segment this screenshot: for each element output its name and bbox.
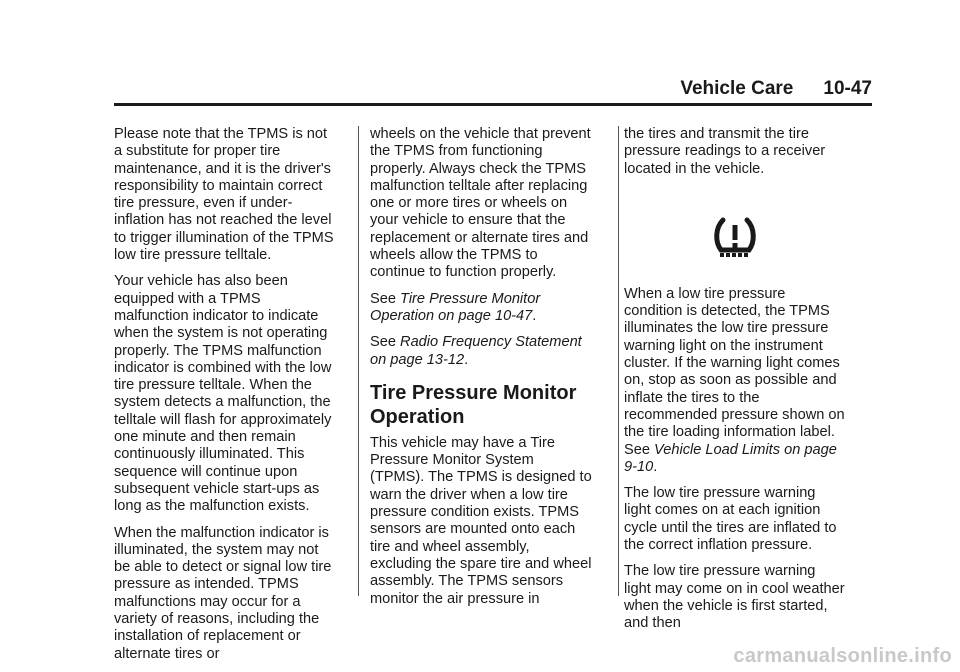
page-number: 10-47	[823, 78, 872, 99]
section-heading: Tire Pressure Monitor Operation	[370, 381, 577, 428]
paragraph: When a low tire pressure condition is detected, the TPMS illuminates the low tire pressure warning light on the instrument cluster. If the warning light comes on, stop as soon as possible and inflate the tires to the recommended pressure shown on the tire loading information label. See Vehicle Load Limits on page 9-10.	[624, 285, 845, 475]
paragraph: The low tire pressure warning light may come on in cool weather when the vehicle is first started, and then	[624, 563, 845, 632]
paragraph: The low tire pressure warning light comes on at each ignition cycle until the tires are inflated to the correct inflation pressure.	[624, 485, 837, 554]
tpms-warning-icon	[711, 216, 759, 260]
column-2	[370, 126, 592, 617]
cross-reference: See Tire Pressure Monitor Operation on page 10-47.	[370, 290, 541, 324]
column-3	[624, 126, 846, 642]
paragraph: Your vehicle has also been equipped with a TPMS malfunction indicator to indicate when the system is not operating properly. The TPMS malfunction indicator is combined with the low tire pressure telltale. When the system detects a malfunction, the telltale will flash for approximately one minute and then remain continuously illuminated. This sequence will continue upon subsequent vehicle start-ups as long as the malfunction exists.	[114, 273, 332, 515]
column-1	[114, 126, 336, 672]
paragraph: Please note that the TPMS is not a substitute for proper tire maintenance, and it is the driver's responsibility to maintain correct tire pressure, even if under-inflation has not reached the level to trigger illumination of the TPMS low tire pressure telltale.	[114, 126, 334, 264]
cross-reference-link[interactable]: Tire Pressure Monitor Operation on page 10-47	[370, 290, 541, 324]
section-title: Vehicle Care	[680, 78, 794, 99]
paragraph: When the malfunction indicator is illuminated, the system may not be able to detect or signal low tire pressure as intended. TPMS malfunctions may occur for a variety of reasons, including the installation of replacement or alternate tires or	[114, 524, 332, 662]
cross-reference: See Radio Frequency Statement on page 13-12.	[370, 334, 582, 368]
cross-reference-link[interactable]: Vehicle Load Limits on page 9-10	[624, 441, 837, 475]
watermark: carmanualsonline.info	[733, 645, 952, 667]
page-header	[114, 78, 872, 102]
cross-reference-link[interactable]: Radio Frequency Statement on page 13-12	[370, 334, 582, 368]
header-rule	[114, 103, 872, 106]
paragraph: This vehicle may have a Tire Pressure Monitor System (TPMS). The TPMS is designed to warn the driver when a low tire pressure condition exists. TPMS sensors are mounted onto each tire and wheel assembly, excluding the spare tire and wheel assembly. The TPMS sensors monitor the air pressure in	[370, 434, 592, 607]
paragraph: wheels on the vehicle that prevent the TPMS from functioning properly. Always check the TPMS malfunction telltale after replacing one or more tires or wheels on your vehicle to ensure that the replacement or alternate tires and wheels allow the TPMS to continue to function properly.	[370, 126, 591, 281]
paragraph: the tires and transmit the tire pressure readings to a receiver located in the vehicle.	[624, 126, 826, 177]
column-divider	[618, 126, 619, 596]
column-divider	[358, 126, 359, 596]
